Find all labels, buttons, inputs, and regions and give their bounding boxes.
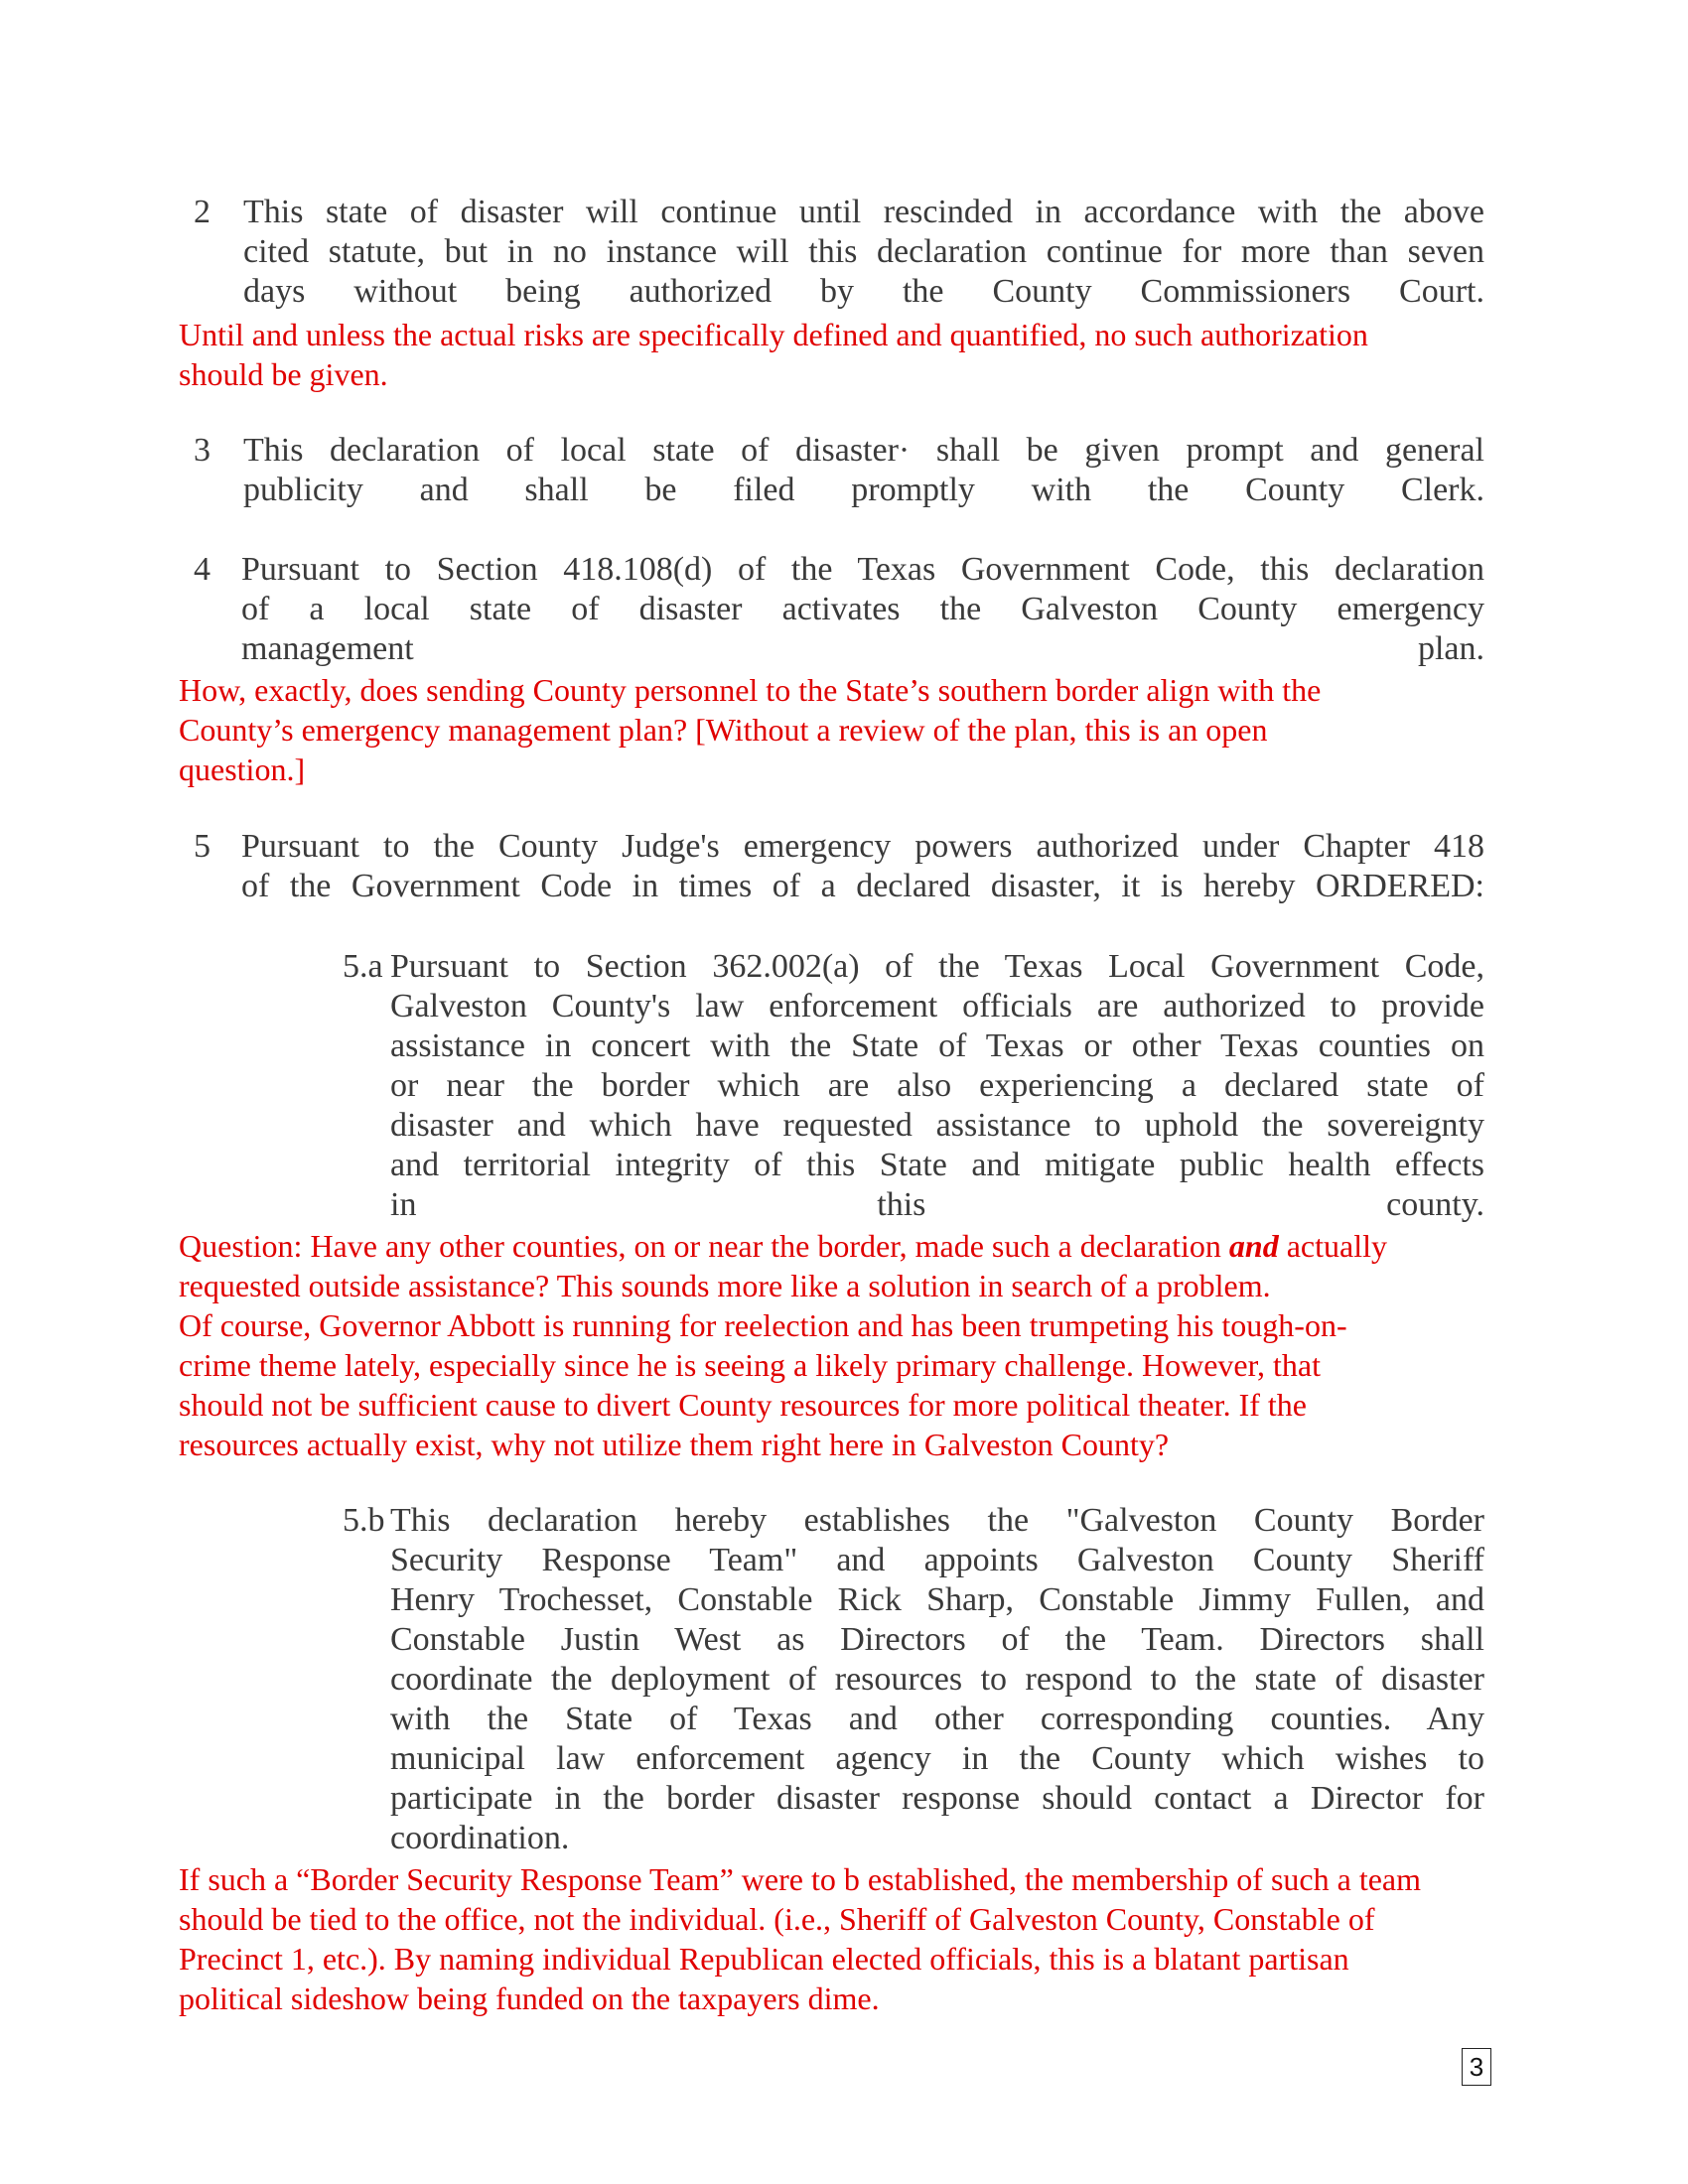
note-line: Until and unless the actual risks are specifically defined and quantified, no such authorization xyxy=(179,317,1368,352)
note-line: If such a “Border Security Response Team” were to b established, the membership of such a team xyxy=(179,1861,1421,1897)
item-number: 5.a xyxy=(343,948,383,985)
item-number: 5 xyxy=(194,828,211,865)
text-line: of the Government Code in times of a declared disaster, it is hereby ORDERED: xyxy=(241,868,1484,904)
annotation-note-2 xyxy=(179,670,1509,789)
item-text xyxy=(243,193,1484,312)
note-line: crime theme lately, especially since he is seeing a likely primary challenge. However, that xyxy=(179,1347,1321,1383)
note-text: Question: Have any other counties, on or near the border, made such a declaration xyxy=(179,1228,1229,1264)
note-line: should not be sufficient cause to divert County resources for more political theater. If the xyxy=(179,1387,1307,1423)
text-line: coordination. xyxy=(390,1820,570,1856)
text-line: with the State of Texas and other corresponding counties. Any xyxy=(390,1701,1484,1737)
text-line: Pursuant to the County Judge's emergency powers authorized under Chapter 418 xyxy=(241,828,1484,865)
text-line: This declaration of local state of disaster· shall be given prompt and general xyxy=(243,432,1484,469)
text-line: This state of disaster will continue until rescinded in accordance with the above xyxy=(243,194,1484,230)
paragraph-item-3 xyxy=(194,431,1484,510)
note-line: Precinct 1, etc.). By naming individual Republican elected officials, this is a blatant partisan xyxy=(179,1941,1349,1977)
note-line: resources actually exist, why not utilize them right here in Galveston County? xyxy=(179,1427,1170,1462)
annotation-note-3 xyxy=(179,1226,1509,1464)
text-line: or near the border which are also experiencing a declared state of xyxy=(390,1067,1484,1104)
emphasis-text: and xyxy=(1228,1228,1279,1264)
note-line: How, exactly, does sending County personnel to the State’s southern border align with the xyxy=(179,672,1322,708)
item-number: 3 xyxy=(194,432,211,469)
annotation-note-1 xyxy=(179,315,1509,394)
paragraph-item-5 xyxy=(194,827,1484,906)
note-line: should be tied to the office, not the individual. (i.e., Sheriff of Galveston County, Constable of xyxy=(179,1901,1375,1937)
text-line: disaster and which have requested assistance to uphold the sovereignty xyxy=(390,1107,1484,1144)
text-line: Henry Trochesset, Constable Rick Sharp, Constable Jimmy Fullen, and xyxy=(390,1581,1484,1618)
item-number: 2 xyxy=(194,194,211,230)
text-line: Pursuant to Section 418.108(d) of the Texas Government Code, this declaration xyxy=(241,551,1484,588)
note-line: County’s emergency management plan? [Without a review of the plan, this is an open xyxy=(179,712,1268,748)
text-line: and territorial integrity of this State and mitigate public health effects xyxy=(390,1147,1484,1183)
note-line: requested outside assistance? This sounds more like a solution in search of a problem. xyxy=(179,1268,1271,1303)
note-text: actually xyxy=(1278,1228,1387,1264)
item-number: 4 xyxy=(194,551,211,588)
item-text xyxy=(241,550,1484,669)
note-line: Of course, Governor Abbott is running for reelection and has been trumpeting his tough-on- xyxy=(179,1307,1347,1343)
text-line: Galveston County's law enforcement officials are authorized to provide xyxy=(390,988,1484,1024)
note-line: question.] xyxy=(179,751,306,787)
paragraph-item-4 xyxy=(194,550,1484,669)
text-line: participate in the border disaster response should contact a Director for xyxy=(390,1780,1484,1817)
item-text xyxy=(390,1501,1484,1858)
page-number: 3 xyxy=(1462,2048,1491,2086)
text-line: Security Response Team" and appoints Galveston County Sheriff xyxy=(390,1542,1484,1578)
text-line: of a local state of disaster activates the Galveston County emergency xyxy=(241,591,1484,627)
item-text xyxy=(241,827,1484,906)
text-line: Constable Justin West as Directors of the Team. Directors shall xyxy=(390,1621,1484,1658)
item-number: 5.b xyxy=(343,1502,385,1539)
text-line: assistance in concert with the State of Texas or other Texas counties on xyxy=(390,1027,1484,1064)
paragraph-item-5a xyxy=(343,947,1484,1225)
text-line: Pursuant to Section 362.002(a) of the Texas Local Government Code, xyxy=(390,948,1484,985)
text-line: management plan. xyxy=(241,630,1484,667)
paragraph-item-2 xyxy=(194,193,1484,312)
text-line: coordinate the deployment of resources to respond to the state of disaster xyxy=(390,1661,1484,1698)
annotation-note-4 xyxy=(179,1859,1509,2018)
text-line: municipal law enforcement agency in the County which wishes to xyxy=(390,1740,1484,1777)
note-line: political sideshow being funded on the taxpayers dime. xyxy=(179,1980,880,2016)
text-line: cited statute, but in no instance will this declaration continue for more than seven xyxy=(243,233,1484,270)
item-text xyxy=(390,947,1484,1225)
text-line: This declaration hereby establishes the "Galveston County Border xyxy=(390,1502,1484,1539)
text-line: in this county. xyxy=(390,1186,1484,1223)
text-line: days without being authorized by the County Commissioners Court. xyxy=(243,273,1484,310)
note-line: should be given. xyxy=(179,356,388,392)
note-line xyxy=(179,1226,1509,1266)
paragraph-item-5b xyxy=(343,1501,1484,1858)
item-text xyxy=(243,431,1484,510)
text-line: publicity and shall be filed promptly with the County Clerk. xyxy=(243,472,1484,508)
